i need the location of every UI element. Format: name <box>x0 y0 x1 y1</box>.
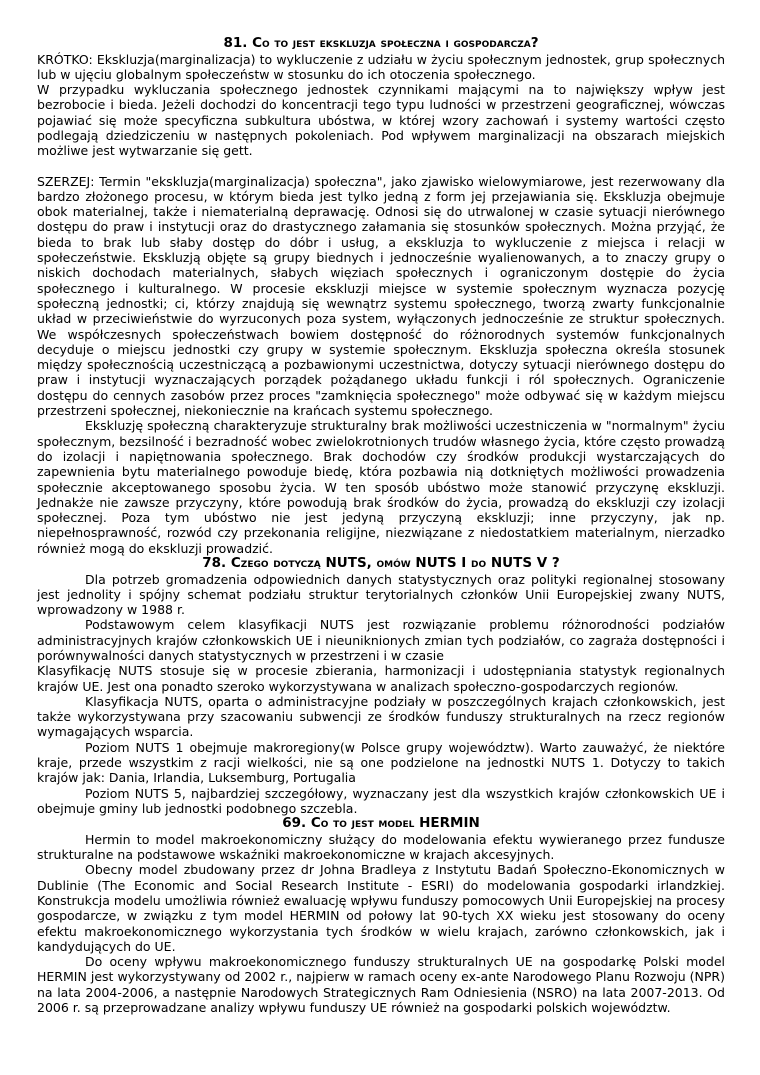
paragraph: Klasyfikacja NUTS, oparta o administracyjne podziały w poszczególnych krajach członkowskich, jest także wykorzystywana przy szacowaniu subwencji ze środków funduszy strukturalnych na rzecz regionów wymagających wsparcia. <box>37 693 725 740</box>
section-title-part: NUTS V ? <box>490 555 560 571</box>
section-heading-81 <box>37 36 725 52</box>
section-heading-69 <box>37 816 725 832</box>
paragraph: W przypadku wykluczania społecznego jednostek czynnikami mającymi na to największy wpływ jest bezrobocie i bieda. Jeżeli dochodzi do koncentracji tego typu ludności w przestrzeni geograficznej, wówczas pojawiać się może specyficzna subkultura ubóstwa, w której wzory zachowań i systemy wartości często podlegają dziedziczeniu w następnych pokoleniach. Pod wpływem marginalizacji na obszarach miejskich możliwe jest wytwarzanie się gett. <box>37 82 725 159</box>
paragraph: Dla potrzeb gromadzenia odpowiednich danych statystycznych oraz polityki regionalnej stosowany jest jednolity i spójny schemat podziału struktur terytorialnych członków Unii Europejskiej zwany NUTS, wprowadzony w 1988 r. <box>37 571 725 618</box>
paragraph: Hermin to model makroekonomiczny służący do modelowania efektu wywieranego przez fundusze strukturalne na podstawowe wskaźniki makroekonomiczne w krajach akcesyjnych. <box>37 831 725 863</box>
blank-line <box>37 159 725 174</box>
section-title: Co to jest ekskluzja społeczna i gospodarcza? <box>252 35 539 51</box>
section-heading-78 <box>37 556 725 572</box>
paragraph: Klasyfikację NUTS stosuje się w procesie zbierania, harmonizacji i udostępniania statystyk regionalnych krajów UE. Jest ona ponadto szeroko wykorzystywana w analizach społeczno-gospodarczych regionów. <box>37 663 725 694</box>
section-number: 78. <box>202 555 227 571</box>
paragraph: Podstawowym celem klasyfikacji NUTS jest rozwiązanie problemu różnorodności podziałów administracyjnych krajów członkowskich UE i nieuniknionych zmian tych podziałów, co zagraża dostępności i porównywalności danych statystycznych w przestrzeni i w czasie <box>37 617 725 663</box>
paragraph: Obecny model zbudowany przez dr Johna Bradleya z Instytutu Badań Społeczno-Ekonomicznych w Dublinie (The Economic and Social Research Institute - ESRI) do modelowania gospodarki irlandzkiej. Konstrukcja modelu umożliwia również ewaluację wpływu funduszy pomocowych Unii Europejskiej na procesy gospodarcze, w związku z tym model HERMIN od połowy lat 90-tych XX wieku jest stosowany do oceny efektu makroekonomicznego wykorzystania tych środków w wielu krajach, zarówno członkowskich, jak i kandydujących do UE. <box>37 862 725 954</box>
section-title-part: NUTS, <box>325 555 372 571</box>
paragraph: Do oceny wpływu makroekonomicznego funduszy strukturalnych UE na gospodarkę Polski model HERMIN jest wykorzystywany od 2002 r., najpierw w ramach oceny ex-ante Narodowego Planu Rozwoju (NPR) na lata 2004-2006, a następnie Narodowych Strategicznych Ram Odniesienia (NSRO) na lata 2007-2013. Od 2006 r. są przeprowadzane analizy wpływu funduszy UE również na gospodarki polskich województw. <box>37 954 725 1016</box>
section-title-part: NUTS I <box>415 555 467 571</box>
section-title-part: Co to jest model <box>310 815 415 832</box>
section-number: 69. <box>282 815 307 832</box>
section-title-part: do <box>471 555 487 571</box>
section-number: 81. <box>223 35 248 51</box>
paragraph: Ekskluzję społeczną charakteryzuje strukturalny brak możliwości uczestniczenia w "normalnym" życiu społecznym, bezsilność i bezradność wobec zwielokrotnionych trudów własnego życia, które często prowadzą do izolacji i napiętnowania społecznego. Brak dochodów czy środków produkcji wystarczających do zapewnienia bytu materialnego powoduje biedę, która pozbawia nią dotkniętych możliwości prowadzenia społecznie akceptowanego sposobu życia. W ten sposób ubóstwo może stanowić przyczynę ekskluzji. Jednakże nie zawsze przyczyny, które powodują brak środków do życia, prowadzą do ekskluzji czy izolacji społecznej. Poza tym ubóstwo nie jest jedyną przyczyną ekskluzji; inne przyczyny, jak np. niepełnosprawność, rozwód czy przekonania religijne, niezwiązane z niedostatkiem materialnym, nierzadko również mogą do ekskluzji prowadzić. <box>37 418 725 556</box>
paragraph: Poziom NUTS 5, najbardziej szczegółowy, wyznaczany jest dla wszystkich krajów członkowskich UE i obejmuje gminy lub jednostki podobnego szczebla. <box>37 785 725 816</box>
section-title-part: omów <box>376 555 411 571</box>
section-title-part: HERMIN <box>419 815 480 832</box>
paragraph-extended-definition: SZERZEJ: Termin "ekskluzja(marginalizacja) społeczna", jako zjawisko wielowymiarowe, jest rezerwowany dla bardzo złożonego procesu, w którym bieda jest tylko jedną z form jej przejawiania się. Ekskluzja obejmuje obok materialnej, także i niematerialną deprawację. Odnosi się do utrwalonej w czasie sytuacji nierównego dostępu do praw i instytucji oraz do drastycznego załamania się stosunków społecznych. Można przyjąć, że bieda to brak lub słaby dostęp do dóbr i usług, a ekskluzja to wykluczenie z miejsca i relacji w społeczeństwie. Ekskluzją objęte są grupy biednych i jednocześnie wyalienowanych, a to znaczy grupy o niskich dochodach materialnych, słabych więziach społecznych i ograniczonym dostępie do życia społecznego i kulturalnego. W procesie ekskluzji miejsce w systemie społecznym wyznacza pozycję społeczną jednostki; ci, którzy znajdują się wewnątrz systemu społecznego, tworzą zwarty funkcjonalnie układ w przeciwieństwie do wyrzuconych poza system, wyłączonych jednocześnie ze struktur społecznych. We współczesnych społeczeństwach bowiem dostępność do różnorodnych systemów funkcjonalnych decyduje o miejscu jednostki czy grupy w systemie społecznym. Ekskluzja społeczna określa stosunek między społecznością uczestniczącą a pozbawionymi uczestnictwa, dotyczy sytuacji nierównego dostępu do praw i instytucji wyznaczających porządek pożądanego układu funkcji i ról społecznych. Ograniczenie dostępu do cennych zasobów przez proces "zamknięcia społecznego" może odbywać się w każdym miejscu przestrzeni społecznej, niekoniecznie na krańcach systemu społecznego. <box>37 173 725 419</box>
section-title-part: Czego dotyczą <box>230 555 321 571</box>
paragraph: Poziom NUTS 1 obejmuje makroregiony(w Polsce grupy województw). Warto zauważyć, że niektóre kraje, przede wszystkim z racji wielkości, nie są one podzielone na jednostki NUTS 1. Dotyczy to takich krajów jak: Dania, Irlandia, Luksemburg, Portugalia <box>37 739 725 786</box>
paragraph-short-definition: KRÓTKO: Ekskluzja(marginalizacja) to wykluczenie z udziału w życiu społecznym jednostek, grup społecznych lub w ujęciu globalnym społeczeństw w stosunku do ich otoczenia społecznego. <box>37 51 725 82</box>
